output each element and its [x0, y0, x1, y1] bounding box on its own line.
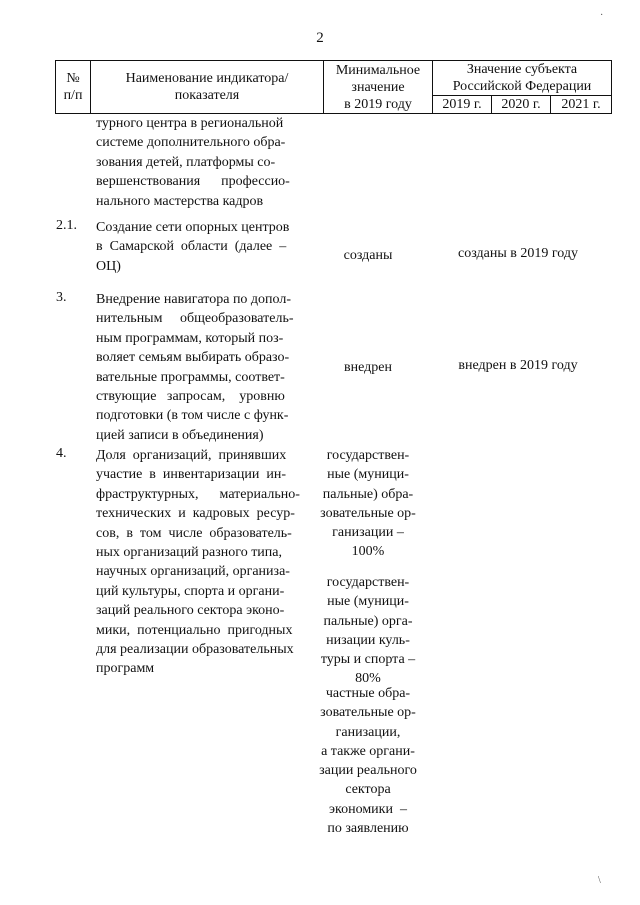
header-col-min-value: Минимальное значение в 2019 году — [324, 61, 433, 114]
row-min-4-part-3: частные обра- зовательные ор- ганизации, а также органи- зации реального сектора экономики – по заявлению — [319, 686, 417, 837]
row-min-4-part-1: государствен- ные (муници- пальные) обра- зовательные ор- ганизации – 100% — [320, 448, 416, 560]
header-year-2021: 2021 г. — [551, 96, 612, 114]
row-min-4-part-2: государствен- ные (муници- пальные) орга- низации куль- туры и спорта – 80% — [320, 575, 416, 687]
row-number-2-1: 2.1. — [56, 218, 77, 233]
scan-speck: \ — [598, 875, 601, 886]
scan-speck: · — [600, 10, 604, 21]
row-text-4: Доля организаций, принявших участие в инвентаризации ин- фраструктурных, материально- технических и кадровых ресур- сов, в том числе образователь- ных организаций разного типа, научных организаций, организа- ций культуры, спорта и органи- заций реального сектора эконо- мики, потенциально пригодных для реализации образовательных программ — [96, 448, 300, 677]
table-header — [55, 60, 612, 114]
row-text-continuation: турного центра в региональной системе дополнительного обра- зования детей, платформы со- вершенствования профессио- нального мастерства кадров — [96, 116, 290, 209]
row-number-3: 3. — [56, 290, 67, 305]
header-col-number: № п/п — [56, 61, 91, 114]
row-min-3: внедрен — [344, 360, 392, 375]
page-number: 2 — [316, 30, 324, 46]
header-year-2019: 2019 г. — [433, 96, 492, 114]
row-text-3: Внедрение навигатора по допол- нительным общеобразователь- ным программам, который поз- воляет семьям выбирать образо- вательные программы, соответ- ствующие запросам, уровню подготовки (в том числе с функ- цией записи в объединения) — [96, 292, 294, 443]
header-year-2020: 2020 г. — [492, 96, 551, 114]
header-col-region-value: Значение субъекта Российской Федерации — [433, 61, 612, 96]
row-value-2-1: созданы в 2019 году — [458, 246, 578, 261]
row-value-3: внедрен в 2019 году — [458, 358, 578, 373]
row-number-4: 4. — [56, 446, 67, 461]
row-min-2-1: созданы — [343, 248, 393, 263]
header-col-name: Наименование индикатора/ показателя — [91, 61, 324, 114]
row-text-2-1: Создание сети опорных центров в Самарской области (далее – ОЦ) — [96, 220, 290, 274]
